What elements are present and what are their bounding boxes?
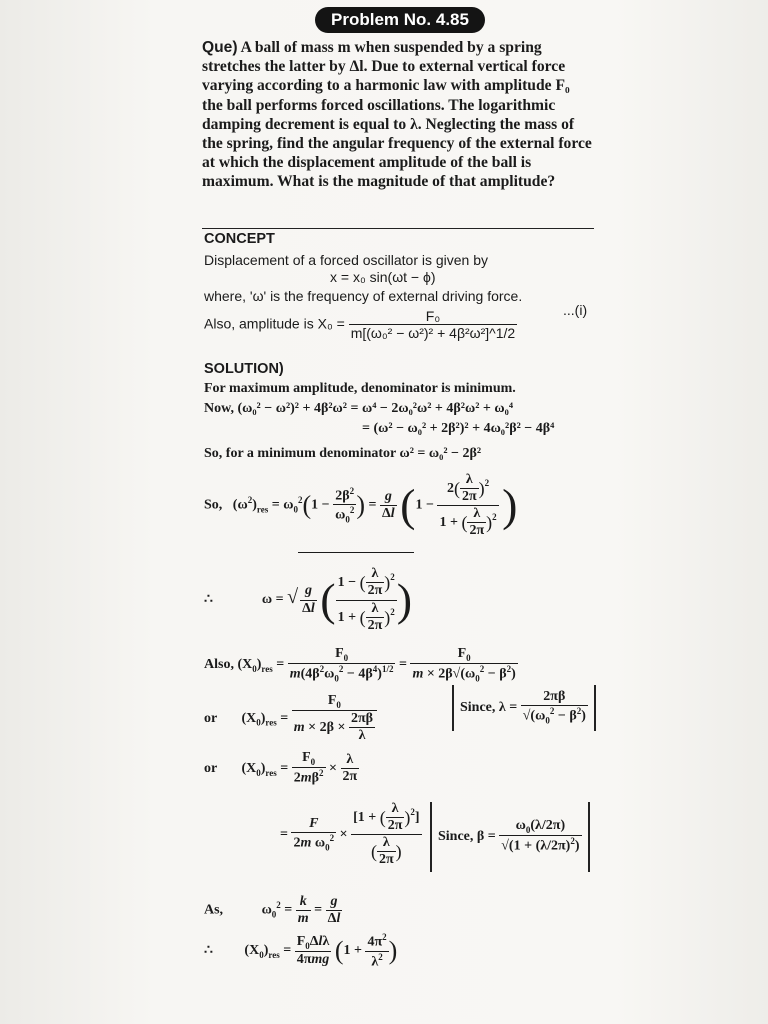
solution-heading: SOLUTION) [204, 361, 284, 377]
solution-line-2: Now, (ω₀² − ω²)² + 4β²ω² = ω⁴ − 2ω₀²ω² + 4β²ω² + ω₀⁴ [204, 401, 514, 416]
amplitude-numerator: F₀ [349, 308, 517, 325]
amplitude-res-equation-3: or $(X_0)_{res}$ = $\frac{F_0}{2m\beta^2}$ × $\frac{\lambda}{2\pi}$ [204, 750, 358, 787]
amplitude-res-equation-1: Also, $(X_0)_{res}$ = $\frac{F_0}{m(4\beta^2\omega_0^2 - 4\beta^4)^{1/2}}$ = $\frac{F_0}{m \times 2\beta√(\omega_0^2 - \beta^2)}$ [204, 645, 516, 684]
omega-equation: ∴ ω = √ $\frac{g}{\Delta l}$ ( 1 − ( $\frac{\lambda}{2\pi}$ )$^2$ 1 + ( $\frac{\lambda}{2\pi}$ )$^2$ ) [204, 552, 414, 642]
equation-tag: ...(i) [563, 302, 588, 318]
question-text [202, 38, 594, 192]
therefore-symbol-2: ∴ [204, 943, 213, 959]
since-beta-box: Since, β = $\frac{\omega_0(\lambda/2\pi)}{√(1 + (\lambda/2\pi)^2)}$ [430, 802, 590, 872]
concept-line-2: where, 'ω' is the frequency of external driving force. [204, 288, 523, 304]
since-lambda-box: Since, λ = $\frac{2\pi\beta}{√(\omega_0^2 - \beta^2)}$ [452, 685, 596, 731]
concept-equation: x = x₀ sin(ωt − ϕ) [330, 269, 436, 285]
or-label-1: or [204, 710, 217, 726]
concept-heading: CONCEPT [204, 231, 275, 247]
concept-amplitude [204, 308, 517, 341]
since-beta-label: Since, β = [438, 829, 496, 844]
solution-line-1: For maximum amplitude, denominator is minimum. [204, 381, 516, 396]
amplitude-fraction [349, 308, 517, 341]
solution-line-4: So, for a minimum denominator ω² = ω₀² − 2β² [204, 446, 482, 461]
concept-line-1: Displacement of a forced oscillator is given by [204, 252, 489, 268]
also-label: Also, [204, 657, 234, 672]
or-label-2: or [204, 761, 217, 776]
omega-res-equation: So, $(\omega^2)_{res} = \omega_0^2(1$ − $\frac{2\beta^2}{\omega_0^2}$ ) = $\frac{g}{\Delta l}$ (1 − 2( $\frac{\lambda}{2\pi}$ )$^2$ 1 + ( $\frac{\lambda}{2\pi}$ )$^2$ ) [204, 471, 518, 539]
amplitude-label: Also, amplitude is X₀ = [204, 315, 345, 332]
content-column [200, 0, 600, 1024]
problem-title: Problem No. 4.85 [315, 7, 485, 33]
amplitude-res-equation-4: = $\frac{F}{2m \omega_0^2}$ × [1 + ( $\frac{\lambda}{2\pi}$ )$^2$] ( $\frac{\lambda}{2\pi}$ ) [280, 801, 420, 868]
question-body: A ball of mass m when suspended by a spring stretches the latter by Δl. Due to external vertical force varying according to a harmonic law with amplitude F₀ the ball performs forced oscillations. The logarithmic damping decrement is equal to λ. Neglecting the mass of the spring, find the angular frequency of the external force at which the displacement amplitude of the ball is maximum. What is the magnitude of that amplitude? [202, 39, 592, 191]
therefore-symbol-1: ∴ [204, 592, 213, 608]
as-label: As, [204, 902, 224, 918]
since-lambda-label: Since, λ = [460, 700, 518, 715]
amplitude-denominator: m[(ω₀² − ω²)² + 4β²ω²]^1/2 [350, 325, 516, 342]
so-label: So, [204, 497, 223, 513]
divider [202, 228, 594, 229]
solution-line-3: = (ω² − ω₀² + 2β²)² + 4ω₀²β² − 4β⁴ [362, 421, 555, 436]
question-prefix: Que) [202, 39, 238, 56]
amplitude-res-equation-2: or $(X_0)_{res}$ = $F_0$ m × 2β × $\frac{2\pi\beta}{\lambda}$ [204, 693, 377, 743]
omega0-equation: As, $\omega_0^2$ = $\frac{k}{m}$ = $\frac{g}{\Delta l}$ [204, 893, 341, 926]
final-amplitude-equation: ∴ $(X_0)_{res}$ = $\frac{F_0\Delta l\lambda}{\text{4πmg}}$ (1 + $\frac{4\pi^2}{\lambda^2}$ ) [204, 931, 398, 970]
